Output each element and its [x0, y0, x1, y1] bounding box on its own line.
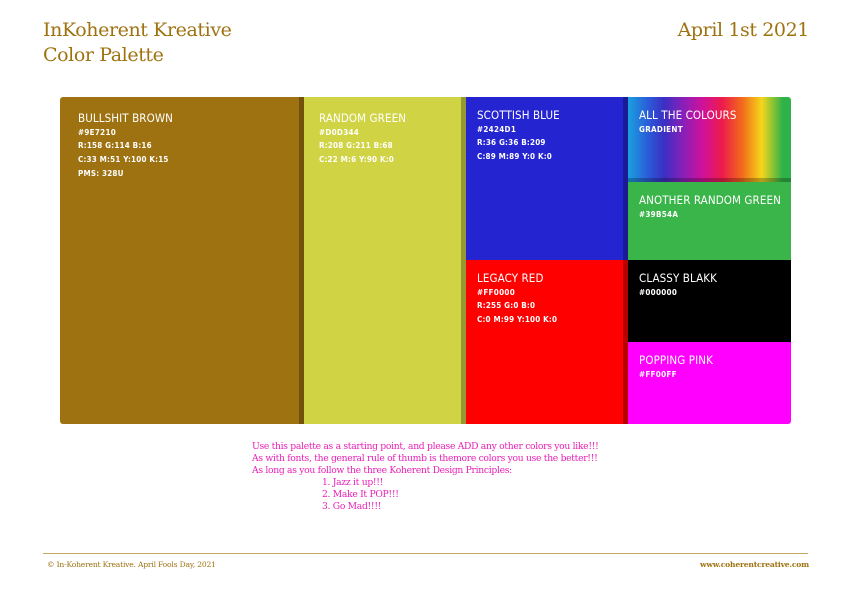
note-line: Use this palette as a starting point, and please ADD any other colors you like!!! [252, 441, 599, 452]
title-line-1: InKoherent Kreative [43, 19, 232, 41]
swatch-info [639, 353, 713, 381]
swatch-info [477, 271, 557, 327]
swatch-classy-blakk [628, 260, 791, 342]
swatch-info [639, 271, 717, 299]
swatch-info [639, 108, 737, 136]
usage-note [252, 441, 599, 513]
color-palette [60, 97, 791, 424]
swatch-pms: PMS: 328U [78, 169, 124, 178]
swatch-hex: #9E7210 [78, 128, 117, 137]
swatch-rgb: R:36 G:36 B:209 [477, 138, 546, 147]
swatch-name: CLASSY BLAKK [639, 271, 718, 285]
principle-item: 1. Jazz it up!!! [322, 477, 384, 488]
swatch-subtitle: GRADIENT [639, 125, 683, 134]
title-line-2: Color Palette [43, 44, 164, 66]
website-link[interactable]: www.coherentcreative.com [700, 560, 809, 569]
copyright-text: © In-Koherent Kreative. April Fools Day, 2021 [47, 560, 216, 569]
swatch-hex: #FF0000 [477, 288, 515, 297]
swatch-hex: #000000 [639, 288, 678, 297]
swatch-info [78, 111, 173, 181]
swatch-name: SCOTTISH BLUE [477, 108, 560, 122]
swatch-name: POPPING PINK [639, 353, 713, 367]
swatch-another-random-green [628, 182, 791, 260]
principle-item: 3. Go Mad!!!! [322, 501, 382, 512]
swatch-info [477, 108, 560, 164]
swatch-random-green [304, 97, 466, 424]
page-title [43, 18, 232, 68]
principle-item: 2. Make It POP!!! [322, 489, 399, 500]
swatch-hex: #39B54A [639, 210, 679, 219]
swatch-name: LEGACY RED [477, 271, 544, 285]
swatch-popping-pink [628, 342, 791, 424]
swatch-cmyk: C:22 M:6 Y:90 K:0 [319, 155, 395, 164]
swatch-cmyk: C:0 M:99 Y:100 K:0 [477, 315, 558, 324]
note-line: As long as you follow the three Koherent Design Principles: [252, 465, 512, 476]
swatch-hex: #2424D1 [477, 125, 517, 134]
swatch-all-the-colours [628, 97, 791, 182]
swatch-name: ANOTHER RANDOM GREEN [639, 193, 781, 207]
swatch-rgb: R:208 G:211 B:68 [319, 141, 393, 150]
swatch-bullshit-brown [60, 97, 304, 424]
swatch-info [319, 111, 406, 167]
swatch-cmyk: C:33 M:51 Y:100 K:15 [78, 155, 169, 164]
swatch-hex: #D0D344 [319, 128, 360, 137]
swatch-info [639, 193, 781, 221]
swatch-hex: #FF00FF [639, 370, 677, 379]
note-line: As with fonts, the general rule of thumb is themore colors you use the better!!! [252, 453, 598, 464]
footer-divider [43, 553, 808, 554]
swatch-rgb: R:255 G:0 B:0 [477, 301, 536, 310]
swatch-name: RANDOM GREEN [319, 111, 407, 125]
swatch-name: BULLSHIT BROWN [78, 111, 173, 125]
swatch-scottish-blue [466, 97, 628, 260]
swatch-cmyk: C:89 M:89 Y:0 K:0 [477, 152, 553, 161]
swatch-legacy-red [466, 260, 628, 424]
date-label: April 1st 2021 [677, 19, 809, 41]
swatch-rgb: R:158 G:114 B:16 [78, 141, 152, 150]
swatch-name: ALL THE COLOURS [639, 108, 737, 122]
